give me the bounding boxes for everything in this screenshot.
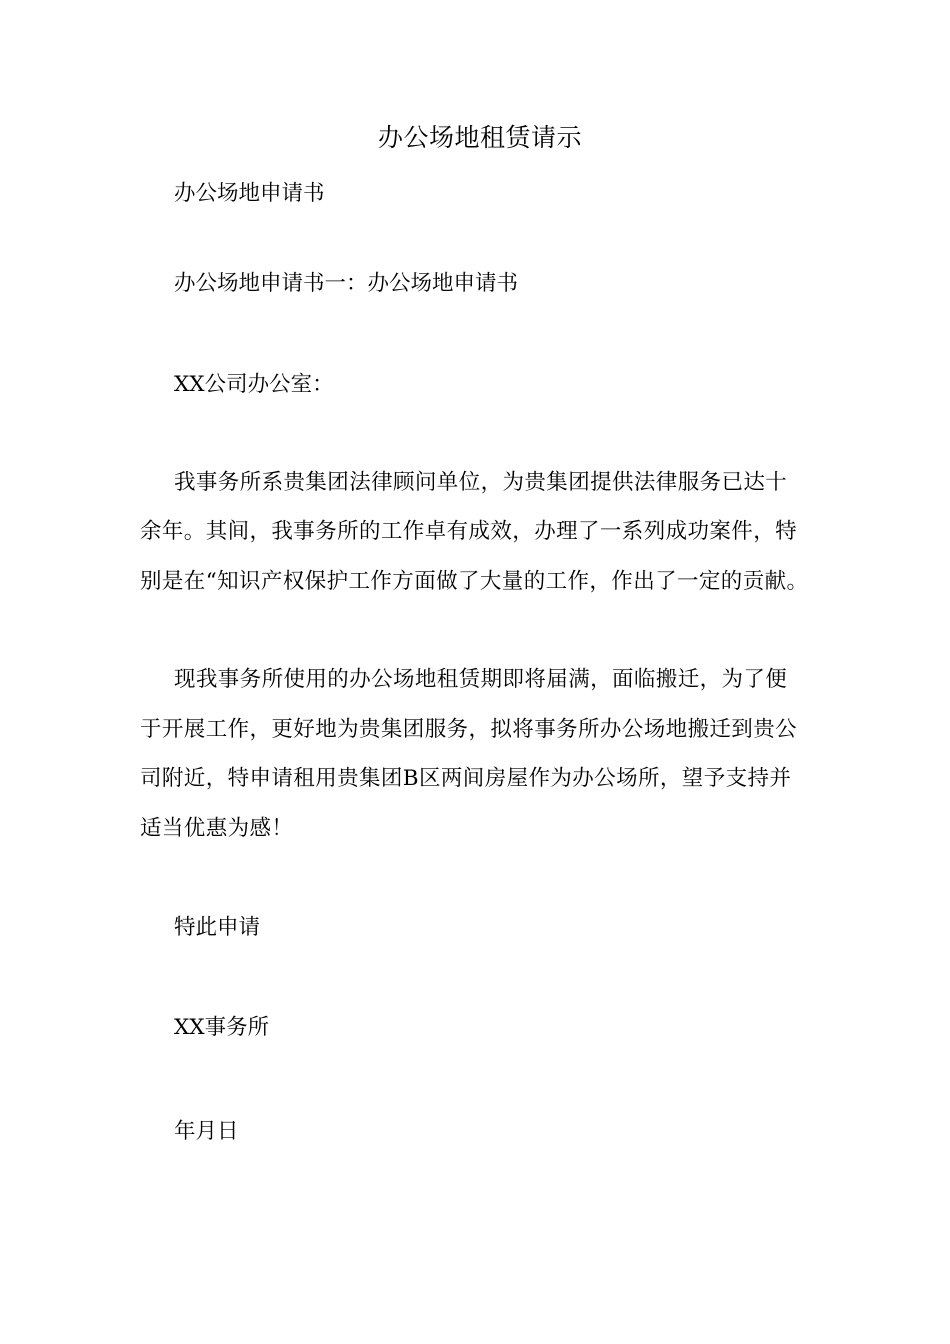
paragraph1-line3: 别是在“知识产权保护工作方面做了大量的工作，作出了一定的贡献。 bbox=[140, 569, 809, 594]
document-title: 办公场地租赁请示 bbox=[377, 123, 582, 152]
heading-application: 办公场地申请书 bbox=[174, 181, 325, 206]
signature: XX事务所 bbox=[174, 1015, 270, 1040]
salutation: XX公司办公室： bbox=[174, 372, 334, 397]
paragraph2-line4: 适当优惠为感！ bbox=[140, 816, 294, 841]
paragraph2-line1: 现我事务所使用的办公场地租赁期即将届满，面临搬迁，为了便 bbox=[174, 667, 788, 692]
closing: 特此申请 bbox=[174, 915, 261, 940]
paragraph1-line1: 我事务所系贵集团法律顾问单位，为贵集团提供法律服务已达十 bbox=[174, 470, 788, 495]
heading-application-sub: 办公场地申请书一：办公场地申请书 bbox=[174, 271, 519, 296]
date: 年月日 bbox=[174, 1119, 239, 1144]
paragraph2-line2: 于开展工作，更好地为贵集团服务，拟将事务所办公场地搬迁到贵公 bbox=[140, 717, 798, 742]
paragraph1-line2: 余年。其间，我事务所的工作卓有成效，办理了一系列成功案件，特 bbox=[140, 519, 798, 544]
paragraph2-line3: 司附近，特申请租用贵集团B区两间房屋作为办公场所，望予支持并 bbox=[140, 766, 792, 791]
